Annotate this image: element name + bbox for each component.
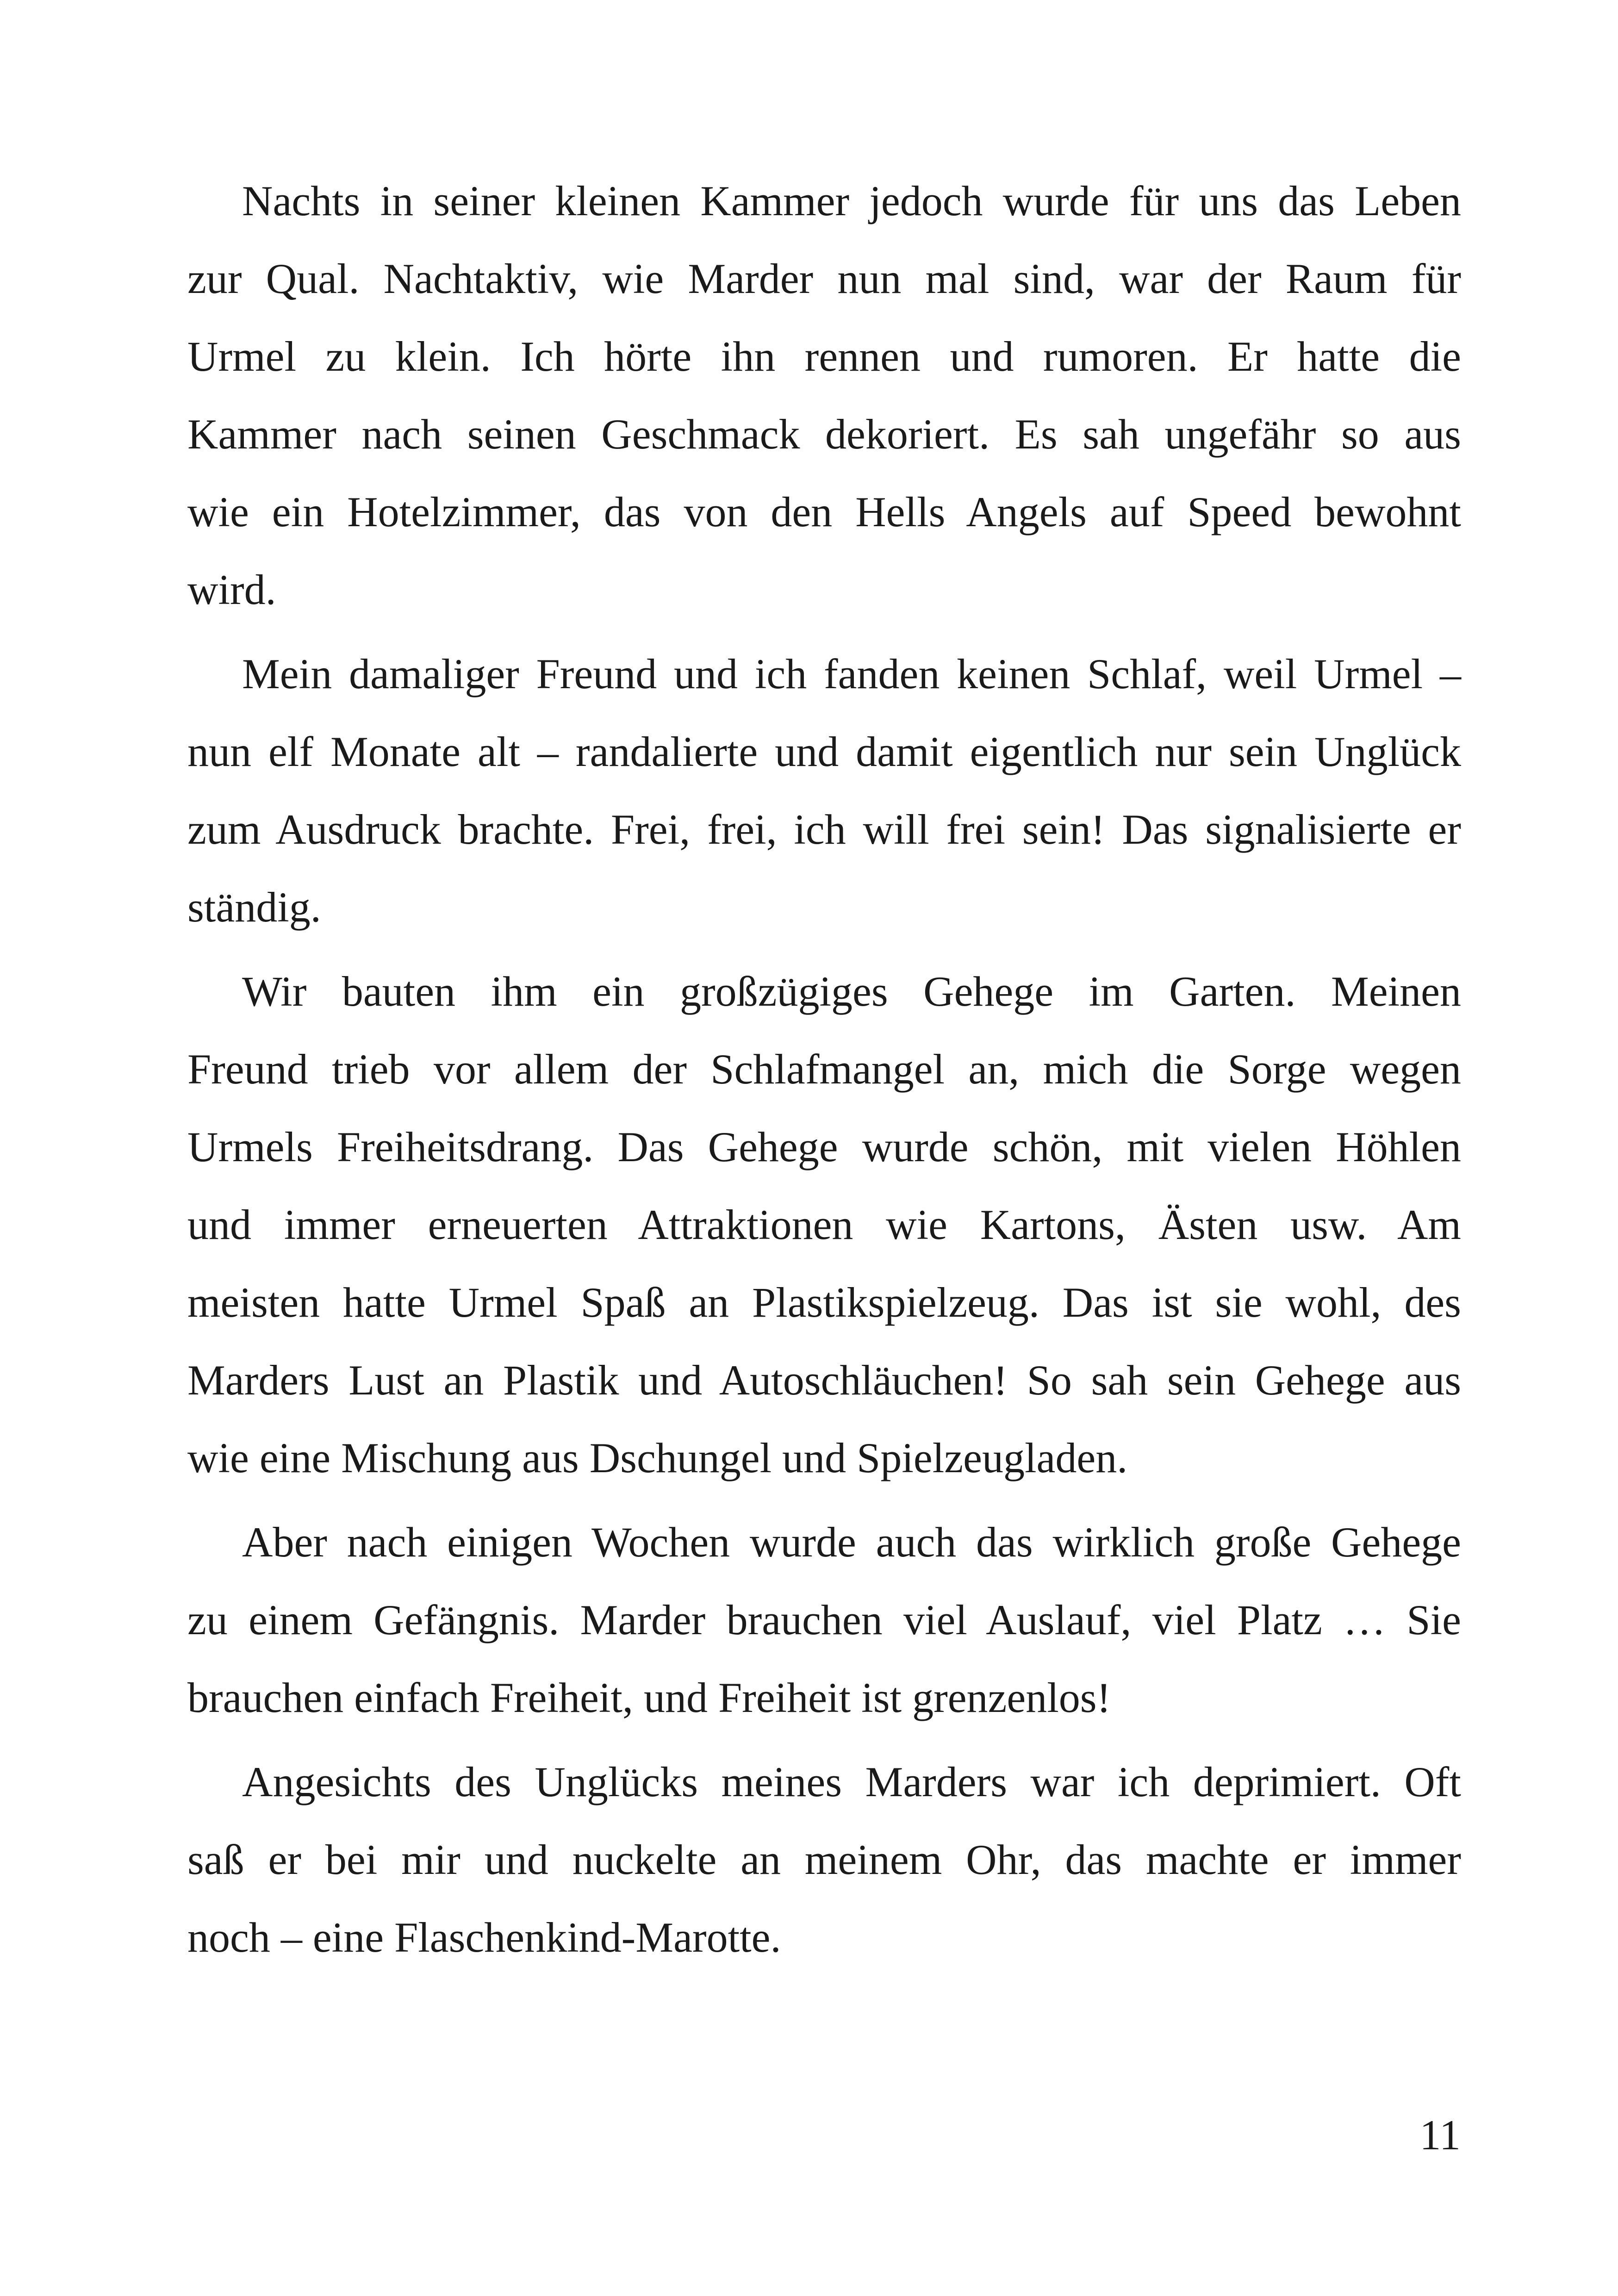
text-line: Freund trieb vor allem der Schlafmangel an, mich die Sorge wegen xyxy=(187,1045,1461,1093)
paragraph xyxy=(187,952,1461,1497)
body-text xyxy=(187,162,1461,1983)
text-line: meisten hatte Urmel Spaß an Plastikspielzeug. Das ist sie wohl, des xyxy=(187,1279,1461,1326)
text-line: saß er bei mir und nuckelte an meinem Ohr, das machte er immer xyxy=(187,1836,1461,1883)
text-line: Wir bauten ihm ein großzügiges Gehege im Garten. Meinen xyxy=(242,968,1461,1015)
text-line: zum Ausdruck brachte. Frei, frei, ich will frei sein! Das signalisierte er xyxy=(187,806,1461,853)
text-line: zu einem Gefängnis. Marder brauchen viel Auslauf, viel Platz … Sie xyxy=(187,1596,1461,1643)
text-line: Aber nach einigen Wochen wurde auch das wirklich große Gehege xyxy=(242,1518,1461,1566)
paragraph xyxy=(187,635,1461,946)
text-line: Urmels Freiheitsdrang. Das Gehege wurde schön, mit vielen Höhlen xyxy=(187,1123,1461,1170)
text-line: wie eine Mischung aus Dschungel und Spielzeugladen. xyxy=(187,1434,1128,1481)
text-line: Angesichts des Unglücks meines Marders war ich deprimiert. Oft xyxy=(242,1758,1461,1805)
text-line: Marders Lust an Plastik und Autoschläuchen! So sah sein Gehege aus xyxy=(187,1356,1461,1404)
text-line: Kammer nach seinen Geschmack dekoriert. Es sah ungefähr so aus xyxy=(187,411,1461,458)
text-line: brauchen einfach Freiheit, und Freiheit ist grenzenlos! xyxy=(187,1674,1111,1721)
text-line: nun elf Monate alt – randalierte und damit eigentlich nur sein Unglück xyxy=(187,728,1461,775)
text-line: Nachts in seiner kleinen Kammer jedoch wurde für uns das Leben xyxy=(242,177,1461,224)
text-line: Urmel zu klein. Ich hörte ihn rennen und rumoren. Er hatte die xyxy=(187,333,1461,380)
text-line: noch – eine Flaschenkind-Marotte. xyxy=(187,1914,781,1961)
text-line: Mein damaliger Freund und ich fanden keinen Schlaf, weil Urmel – xyxy=(242,650,1461,697)
paragraph xyxy=(187,162,1461,628)
text-line: und immer erneuerten Attraktionen wie Kartons, Ästen usw. Am xyxy=(187,1201,1461,1248)
text-line: wird. xyxy=(187,566,276,613)
text-line: wie ein Hotelzimmer, das von den Hells Angels auf Speed bewohnt xyxy=(187,488,1461,535)
paragraph xyxy=(187,1503,1461,1736)
paragraph xyxy=(187,1743,1461,1976)
text-line: ständig. xyxy=(187,884,321,931)
text-line: zur Qual. Nachtaktiv, wie Marder nun mal sind, war der Raum für xyxy=(187,255,1461,302)
page-number: 11 xyxy=(1419,2111,1461,2159)
